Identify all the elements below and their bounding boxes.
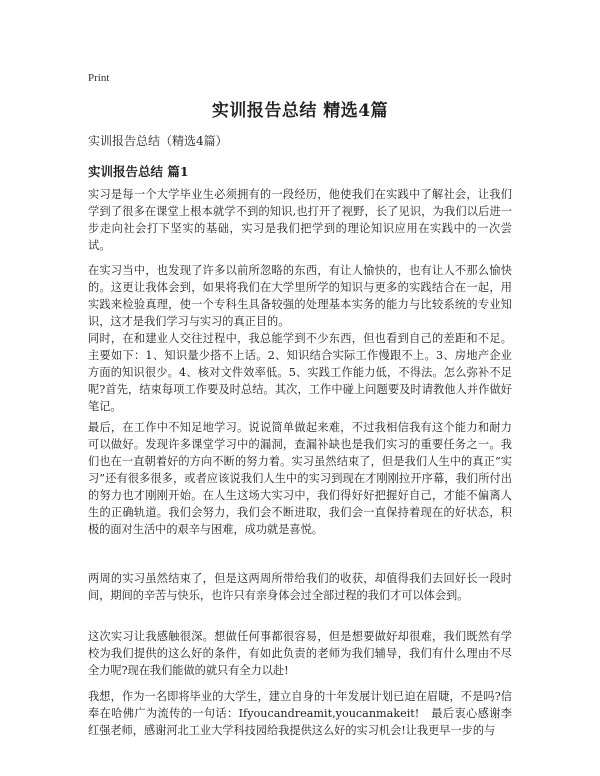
page-title: 实训报告总结 精选4篇 bbox=[211, 101, 389, 121]
paragraph: 同时，在和建业人交往过程中，我总能学到不少东西，但也看到自己的差距和不足。主要如下：1、知识量少搭不上话。2、知识结合实际工作慢跟不上。3、房地产企业方面的知识很少。4、核对文件效率低。5、实践工作能力低，不得法。怎么弥补不足呢?首先，结束每项工作要及时总结。其次，工作中碰上问题要及时请教他人并作做好笔记。 bbox=[88, 332, 512, 413]
paragraph: 两周的实习虽然结束了，但是这两周所带给我们的收获，却值得我们去回好长一段时间，期间的辛苦与快乐，也许只有亲身体会过全部过程的我们才可以体会到。 bbox=[88, 572, 512, 602]
paragraph: 实习是每一个大学毕业生必须拥有的一段经历，他使我们在实践中了解社会，让我们学到了很多在课堂上根本就学不到的知识,也打开了视野，长了见识，为我们以后进一步走向社会打下坚实的基础，实习是我们把学到的理论知识应用在实践中的一次尝试。 bbox=[88, 188, 512, 252]
document-subtitle: 实训报告总结（精选4篇） bbox=[88, 134, 228, 148]
section-heading: 实训报告总结 篇1 bbox=[88, 164, 189, 179]
print-label: Print bbox=[88, 72, 110, 84]
paragraph: 在实习当中，也发现了许多以前所忽略的东西，有让人愉快的，也有让人不那么愉快的。这更让我体会到，如果将我们在大学里所学的知识与更多的实践结合在一起，用实践来检验真理，使一个专科生具备较强的处理基本实务的能力与比较系统的专业知识，这才是我们学习与实习的真正目的。 bbox=[88, 264, 512, 328]
paragraph: 最后，在工作中不知足地学习。说说简单做起来难，不过我相信我有这个能力和耐力可以做好。发现许多课堂学习中的漏洞，查漏补缺也是我们实习的重要任务之一。我们也在一直朝着好的方向不断的努力着。实习虽然结束了，但是我们人生中的真正“实习”还有很多很多，或者应该说我们人生中的实习到现在才刚刚拉开序幕，我们所付出的努力也才刚刚开始。在人生这场大实习中，我们得好好把握好自己，才能不偏离人生的正确轨道。我们会努力，我们会不断进取，我们会一直保持着现在的好状态，积极的面对生活中的艰辛与困难，成功就是喜悦。 bbox=[88, 421, 512, 536]
paragraph: 这次实习让我感触很深。想做任何事都很容易，但是想要做好却很难，我们既然有学校为我们提供的这么好的条件，有如此负责的老师为我们辅导，我们有什么理由不尽全力呢?现在我们能做的就只有全力以赴! bbox=[88, 630, 512, 677]
paragraph: 我想，作为一名即将毕业的大学生，建立自身的十年发展计划已迫在眉睫，不是吗?信奉在哈佛广为流传的一句话：Ifyoucandreamit,youcanmakeit! 最后衷心感谢李红强老师，感谢河北工业大学科技园给我提供这么好的实习机会!让我更早一步的与 bbox=[88, 690, 512, 737]
